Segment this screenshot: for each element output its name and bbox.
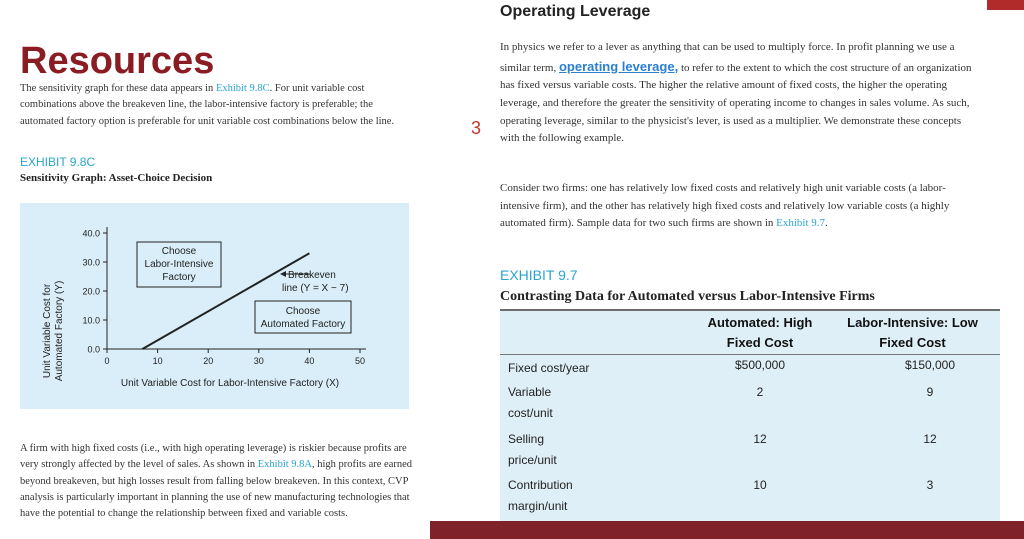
breakeven-arrowhead <box>280 271 286 277</box>
exhibit-9-8c-label: EXHIBIT 9.8C <box>20 155 96 169</box>
x-tick-label: 10 <box>152 356 163 366</box>
table-row-label <box>508 475 573 517</box>
y-label-line2: Automated Factory (Y) <box>54 280 65 382</box>
row-selling-label-2: price/unit <box>508 453 557 467</box>
col-labor-header <box>825 313 1000 353</box>
p2-text-after: , high profits are earned beyond breakeven, but high losses result from falling below breakeven. In this context, CVP analysis is particularly important in planning the use of new manufacturing technologies that have the potential to change the relationship between fixed and variable costs. <box>20 459 413 520</box>
exhibit-9-8c-caption: Sensitivity Graph: Asset-Choice Decision <box>20 172 213 184</box>
row-fixed-cost-label: Fixed cost/year <box>508 361 590 375</box>
two-firms-paragraph <box>500 180 980 233</box>
upper-region-label-3: Factory <box>162 272 196 283</box>
col-automated-header <box>670 313 850 353</box>
y-tick-label: 40.0 <box>82 228 100 239</box>
breakeven-label-2: line (Y = X − 7) <box>282 283 349 294</box>
exhibit-9-8c-link[interactable]: Exhibit 9.8C <box>215 83 270 94</box>
y-tick-label: 10.0 <box>82 315 100 326</box>
exhibit-9-7-caption: Contrasting Data for Automated versus Labor-Intensive Firms <box>500 289 875 304</box>
table-header-divider <box>500 354 1000 355</box>
slide-number: 3 <box>471 118 482 138</box>
col-automated-line2: Fixed Cost <box>726 335 794 351</box>
left-page <box>0 0 430 539</box>
y-tick-label: 30.0 <box>82 257 100 268</box>
risk-paragraph <box>20 441 420 522</box>
x-tick-label: 40 <box>304 356 315 366</box>
y-label-line1: Unit Variable Cost for <box>42 283 53 379</box>
row-selling-label-1: Selling <box>508 432 545 446</box>
operating-leverage-paragraph <box>500 39 980 148</box>
row-variable-label-2: cost/unit <box>508 406 553 420</box>
operating-leverage-keyword[interactable]: operating leverage, <box>558 58 679 74</box>
col-automated-line1: Automated: High <box>707 315 813 330</box>
p3-text-before: In physics we refer to a lever as anything that can be used to multiply force. In profit planning we use a similar term, <box>500 41 955 74</box>
resources-title: Resources <box>20 40 215 82</box>
bottom-brand-bar <box>430 521 1024 539</box>
x-axis-label: Unit Variable Cost for Labor-Intensive Factory (X) <box>120 378 340 389</box>
table-row-label <box>508 382 553 424</box>
col-labor-line2: Fixed Cost <box>879 335 946 351</box>
p1-text-after: . For unit variable cost combinations above the breakeven line, the labor-intensive factory is preferable; the automated factory option is preferable for unit variable cost combinations below the line. <box>20 83 395 127</box>
table-cell: 2 <box>756 385 764 399</box>
exhibit-9-7-link[interactable]: Exhibit 9.7 <box>776 217 826 230</box>
corner-accent <box>987 0 1024 10</box>
upper-region-label-1: Choose <box>161 246 197 257</box>
table-cell: 3 <box>926 478 934 492</box>
upper-region-box <box>137 242 221 287</box>
p1-text-before: The sensitivity graph for these data appears in <box>20 83 216 94</box>
table-row-label <box>508 358 589 379</box>
table-cell: $150,000 <box>904 358 956 372</box>
sensitivity-chart <box>20 203 409 409</box>
breakeven-label-1: Breakeven <box>288 270 336 281</box>
p4-text-before: Consider two firms: one has relatively low fixed costs and relatively high unit variable costs (a labor-intensive firm), and the other has relatively high fixed costs and relatively low variable costs (a highly automated firm). Sample data for two such firms are shown in <box>500 182 950 230</box>
lower-region-label-1: Choose <box>285 306 321 317</box>
x-tick-label: 30 <box>253 356 264 366</box>
x-tick-label: 50 <box>354 356 366 366</box>
exhibit-9-8a-link[interactable]: Exhibit 9.8A <box>257 459 313 471</box>
y-tick-label: 20.0 <box>82 286 100 297</box>
p2-text-before: A firm with high fixed costs (i.e., with high operating leverage) is riskier because profits are very strongly affected by the level of sales. As shown in <box>20 443 407 471</box>
table-cell: 12 <box>923 432 937 446</box>
upper-region-label-2: Labor-Intensive <box>144 259 214 270</box>
y-tick-label: 0.0 <box>87 344 100 355</box>
table-cell: 10 <box>753 478 767 492</box>
col-labor-line1: Labor-Intensive: Low <box>847 315 978 330</box>
x-tick-label: 0 <box>104 356 110 366</box>
operating-leverage-title: Operating Leverage <box>500 3 651 20</box>
x-tick-label: 20 <box>203 356 214 366</box>
contrast-table <box>500 309 1000 521</box>
exhibit-9-7-label: EXHIBIT 9.7 <box>500 267 578 283</box>
sensitivity-chart-panel <box>20 203 409 409</box>
p3-text-after: to refer to the extent to which the cost structure of an organization has fixed versus variable costs. The higher the relative amount of fixed costs, the higher the operating leverage, and therefore the greater the sensitivity of operating income to changes in sales volume. As such, operating leverage, similar to the physicist's lever, is used as a multiplier. We demonstrate these concepts with the following example. <box>500 61 972 145</box>
row-contribution-label-2: margin/unit <box>508 499 568 513</box>
table-cell: $500,000 <box>734 358 786 372</box>
table-cell: 12 <box>753 432 767 446</box>
table-row-label <box>508 429 557 471</box>
left-bottom-strip <box>0 521 430 539</box>
table-cell: 9 <box>926 385 934 399</box>
p4-text-after: . <box>825 217 828 230</box>
lower-region-label-2: Automated Factory <box>260 319 346 330</box>
row-variable-label-1: Variable <box>508 385 552 399</box>
lower-region-box <box>255 301 351 333</box>
row-contribution-label-1: Contribution <box>508 478 573 492</box>
sensitivity-paragraph <box>20 81 395 130</box>
